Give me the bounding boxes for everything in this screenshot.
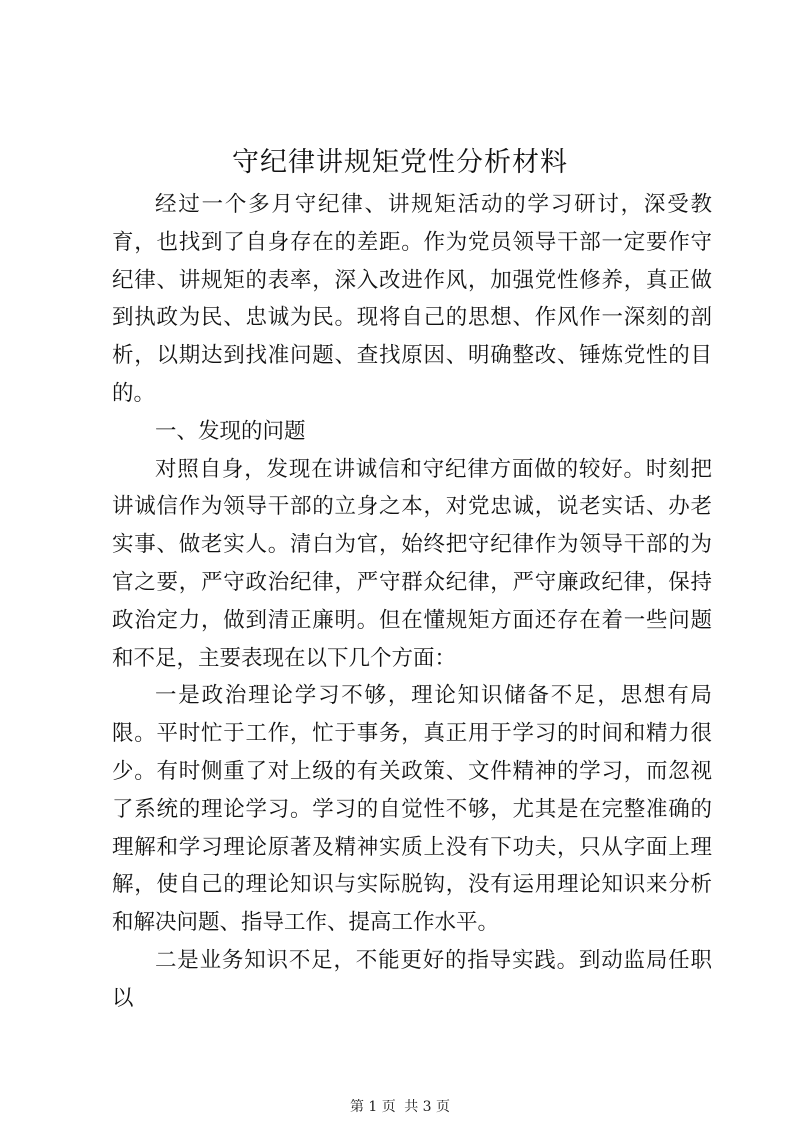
- document-title: 守纪律讲规矩党性分析材料: [232, 147, 568, 178]
- paragraph-issue-one: 一是政治理论学习不够，理论知识储备不足，思想有局限。平时忙于工作，忙于事务，真正用于学习的时间和精力很少。有时侧重了对上级的有关政策、文件精神的学习，而忽视了系统的理论学习。学习的自觉性不够，尤其是在完整准确的理解和学习理论原著及精神实质上没有下功夫，只从字面上理解，使自己的理论知识与实际脱钩，没有运用理论知识来分析和解决问题、指导工作、提高工作水平。: [112, 683, 712, 936]
- paragraph-issue-two: 二是业务知识不足，不能更好的指导实践。到动监局任职以: [112, 947, 712, 1011]
- section-heading: 一、发现的问题: [155, 418, 306, 444]
- document-body: [112, 186, 712, 1018]
- paragraph-intro: 经过一个多月守纪律、讲规矩活动的学习研讨，深受教育，也找到了自身存在的差距。作为党员领导干部一定要作守纪律、讲规矩的表率，深入改进作风，加强党性修养，真正做到执政为民、忠诚为民。现将自己的思想、作风作一深刻的剖析，以期达到找准问题、查找原因、明确整改、锤炼党性的目的。: [112, 192, 712, 406]
- paragraph-self-review: 对照自身，发现在讲诚信和守纪律方面做的较好。时刻把讲诚信作为领导干部的立身之本，对党忠诚，说老实话、办老实事、做老实人。清白为官，始终把守纪律作为领导干部的为官之要，严守政治纪律，严守群众纪律，严守廉政纪律，保持政治定力，做到清正廉明。但在懂规矩方面还存在着一些问题和不足，主要表现在以下几个方面：: [112, 456, 712, 671]
- page-footer: [0, 1096, 800, 1116]
- page-total: 共 3 页: [404, 1099, 451, 1115]
- page-number: 第 1 页: [349, 1099, 396, 1115]
